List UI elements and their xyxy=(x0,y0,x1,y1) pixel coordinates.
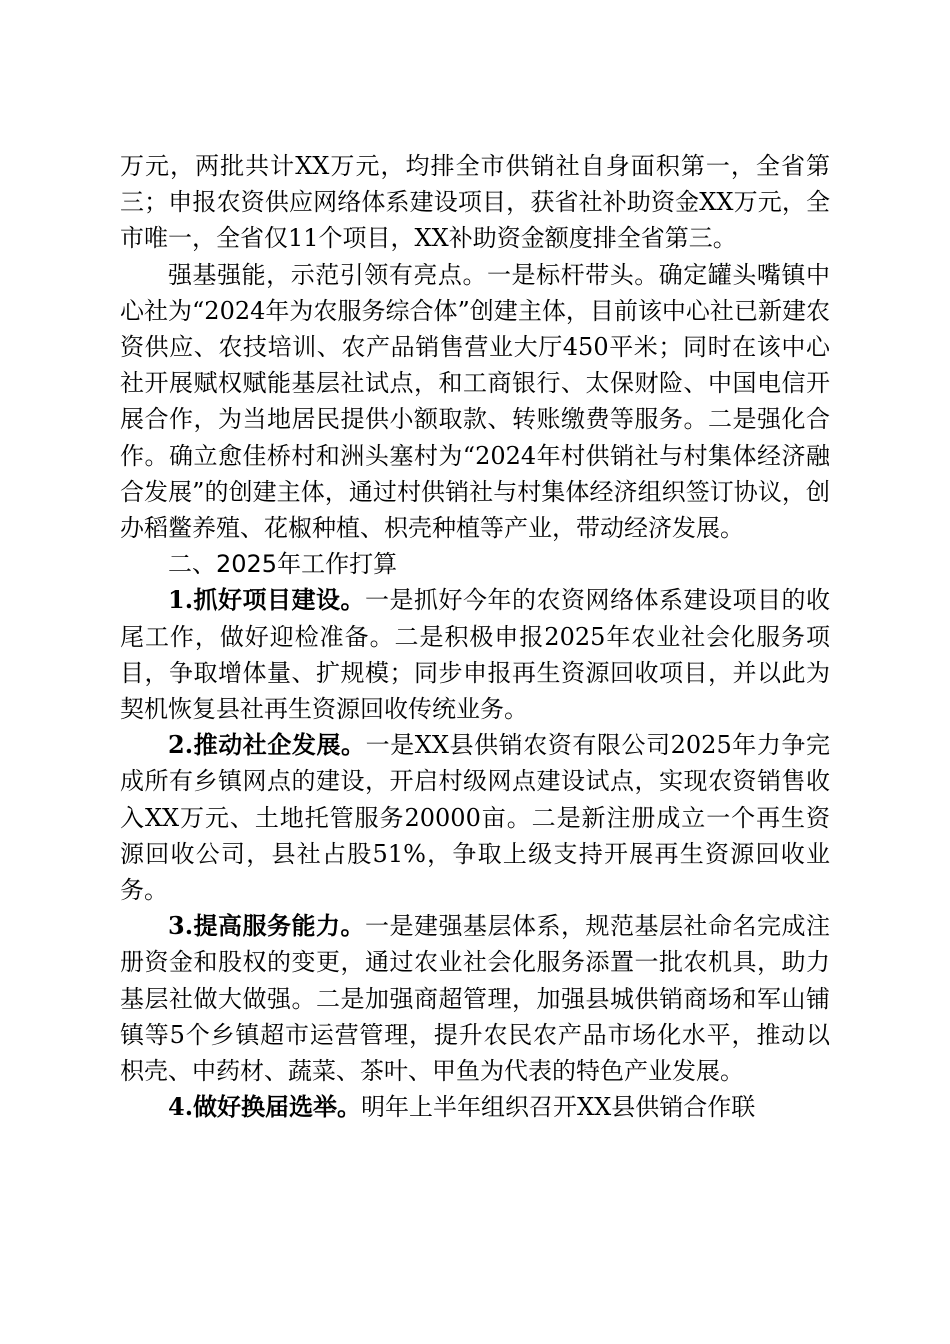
item-lead: 1.抓好项目建设。 xyxy=(168,585,366,615)
item-lead: 3.提高服务能力。 xyxy=(168,911,366,941)
document-page xyxy=(120,148,830,1125)
list-item-service-capacity xyxy=(120,908,830,1089)
item-body: 一是XX县供销农资有限公司2025年力争完成所有乡镇网点的建设，开启村级网点建设试点，实现农资销售收入XX万元、土地托管服务20000亩。二是新注册成立一个再生资源回收公司，县社占股51%，争取上级支持开展再生资源回收业务。 xyxy=(120,731,830,905)
item-body: 一是建强基层体系，规范基层社命名完成注册资金和股权的变更，通过农业社会化服务添置一批农机具，助力基层社做大做强。二是加强商超管理，加强县城供销商场和军山铺镇等5个乡镇超市运营管理，提升农民农产品市场化水平，推动以枳壳、中药材、蔬菜、茶叶、甲鱼为代表的特色产业发展。 xyxy=(120,912,831,1086)
list-item-election xyxy=(120,1089,830,1125)
paragraph-continued: 万元，两批共计XX万元，均排全市供销社自身面积第一，全省第三；申报农资供应网络体系建设项目，获省社补助资金XX万元，全市唯一，全省仅11个项目，XX补助资金额度排全省第三。 xyxy=(120,152,830,253)
section-heading-2025-plan: 二、2025年工作打算 xyxy=(168,550,398,579)
list-item-enterprise-development xyxy=(120,727,830,908)
item-body: 明年上半年组织召开XX县供销合作联 xyxy=(361,1093,756,1122)
item-lead: 2.推动社企发展。 xyxy=(168,730,366,760)
item-body: 一是抓好今年的农资网络体系建设项目的收尾工作，做好迎检准备。二是积极申报2025年农业社会化服务项目，争取增体量、扩规模；同步申报再生资源回收项目，并以此为契机恢复县社再生资源回收传统业务。 xyxy=(120,586,831,724)
paragraph-strengthen-base: 强基强能，示范引领有亮点。一是标杆带头。确定罐头嘴镇中心社为“2024年为农服务综合体”创建主体，目前该中心社已新建农资供应、农技培训、农产品销售营业大厅450平米；同时在该中心社开展赋权赋能基层社试点，和工商银行、太保财险、中国电信开展合作，为当地居民提供小额取款、转账缴费等服务。二是强化合作。确立愈佳桥村和洲头塞村为“2024年村供销社与村集体经济融合发展”的创建主体，通过村供销社与村集体经济组织签订协议，创办稻鳖养殖、花椒种植、枳壳种植等产业，带动经济发展。 xyxy=(120,260,830,543)
item-lead: 4.做好换届选举。 xyxy=(168,1092,362,1122)
list-item-project-construction xyxy=(120,582,830,727)
